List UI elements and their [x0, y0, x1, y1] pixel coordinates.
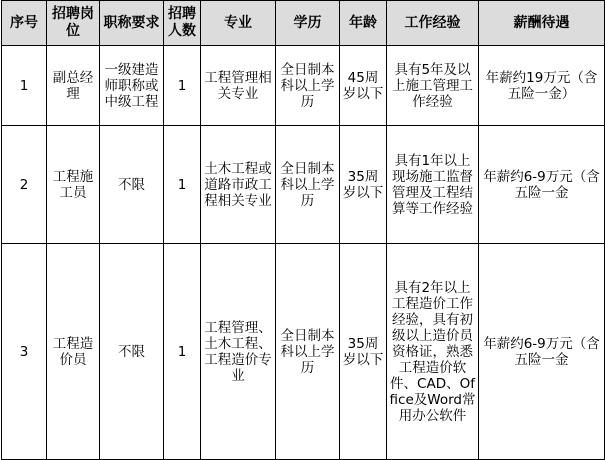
header-experience: 工作经验	[387, 1, 479, 46]
table-row	[2, 126, 605, 244]
cell-age: 45周岁以下	[340, 46, 387, 126]
cell-experience: 具有5年及以上施工管理工作经验	[387, 46, 479, 126]
cell-age: 35周岁以下	[340, 244, 387, 460]
cell-count: 1	[164, 244, 201, 460]
cell-education: 全日制本科以上学历	[276, 126, 340, 244]
header-position: 招聘岗位	[47, 1, 100, 46]
cell-experience: 具有1年以上现场施工监督管理及工程结算等工作经验	[387, 126, 479, 244]
cell-position: 副总经理	[47, 46, 100, 126]
table-row	[2, 46, 605, 126]
cell-salary: 年薪约19万元（含五险一金）	[479, 46, 605, 126]
cell-position: 工程造价员	[47, 244, 100, 460]
cell-count: 1	[164, 46, 201, 126]
header-count: 招聘人数	[164, 1, 201, 46]
header-row	[2, 1, 605, 46]
cell-education: 全日制本科以上学历	[276, 244, 340, 460]
table-row	[2, 244, 605, 460]
header-salary: 薪酬待遇	[479, 1, 605, 46]
cell-salary: 年薪约6-9万元（含五险一金	[479, 126, 605, 244]
header-education: 学历	[276, 1, 340, 46]
header-age: 年龄	[340, 1, 387, 46]
recruitment-table	[1, 0, 605, 460]
cell-position: 工程施工员	[47, 126, 100, 244]
cell-seq: 2	[2, 126, 47, 244]
cell-salary: 年薪约6-9万元（含五险一金	[479, 244, 605, 460]
cell-count: 1	[164, 126, 201, 244]
cell-education: 全日制本科以上学历	[276, 46, 340, 126]
cell-seq: 3	[2, 244, 47, 460]
cell-major: 工程管理、土木工程、工程造价专业	[201, 244, 276, 460]
cell-age: 35周岁以下	[340, 126, 387, 244]
cell-major: 工程管理相关专业	[201, 46, 276, 126]
header-title-requirement: 职称要求	[100, 1, 164, 46]
header-seq: 序号	[2, 1, 47, 46]
cell-seq: 1	[2, 46, 47, 126]
cell-major: 土木工程或道路市政工程相关专业	[201, 126, 276, 244]
cell-title-requirement: 一级建造师职称或中级工程	[100, 46, 164, 126]
cell-title-requirement: 不限	[100, 244, 164, 460]
header-major: 专业	[201, 1, 276, 46]
cell-title-requirement: 不限	[100, 126, 164, 244]
cell-experience: 具有2年以上工程造价工作经验，具有初级以上造价员资格证，熟悉工程造价软件、CAD、Office及Word常用办公软件	[387, 244, 479, 460]
